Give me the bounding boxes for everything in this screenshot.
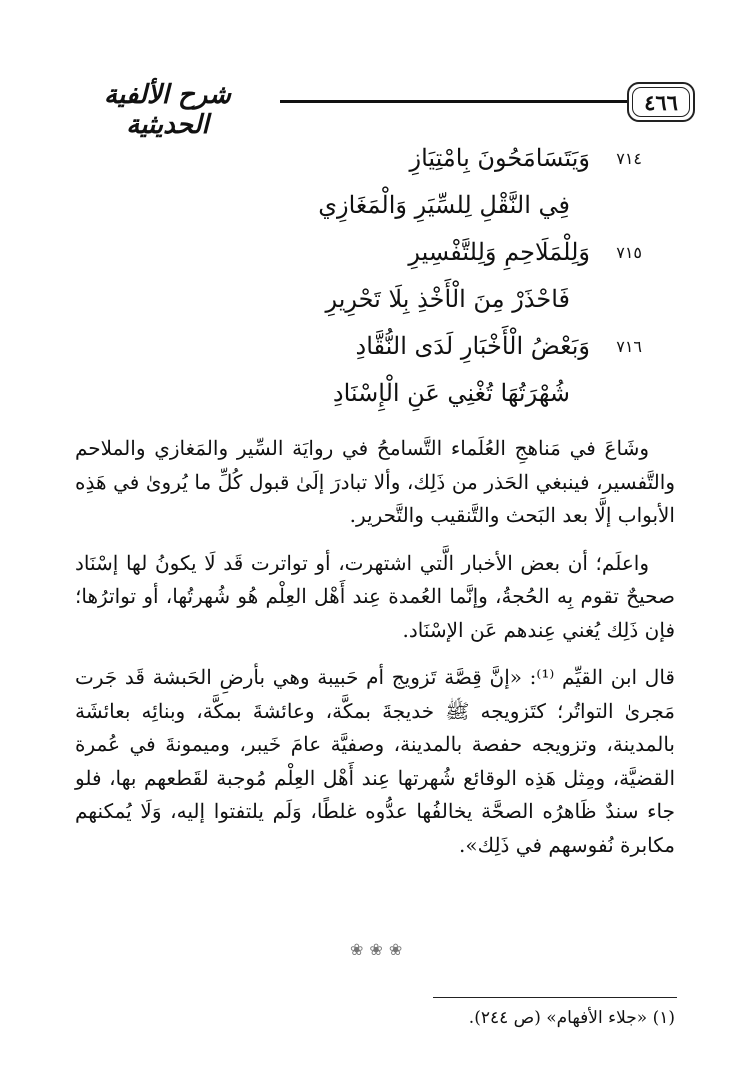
paragraph: قال ابن القيِّم ⁽¹⁾: «إنَّ قِصَّة تَزويج أم حَبيبة وهي بأرضِ الحَبشة قَد جَرت مَجرىٰ التواتُر؛ كتَزويجه ﷺ خديجةَ بمكَّة، وعائشةَ بمكَّة، وبنائِه بعائشَة بالمدينة، وتزويجه حفصة بالمدينة، وصفيَّة عامَ خَيبر، وميمونةَ في عُمرة القضيَّة، ومِثل هَذِه الوقائع شُهرتها عِند أَهْل العِلْم مُوجبة لقَطعهم بها، فلو جاء سندٌ ظَاهرُه الصحَّة يخالفُها عدُّوه غلطًا، وَلَم يلتفتوا إليه، وَلَا يُمكنهم مكابرة نُفوسهم في ذَلِك». bbox=[75, 665, 675, 857]
page-header bbox=[60, 78, 695, 140]
paragraph: واعلَم؛ أن بعض الأخبار الَّتي اشتهرت، أو تواترت قَد لَا يكونُ لها إسْنَاد صحيحٌ تقوم بِه الحُجةُ، وإنَّما العُمدة عِند أَهْل العِلْم هُو شُهرتُها، أو تواترُها؛ فإن ذَلِك يُغني عِندهم عَن الإسْنَاد. bbox=[75, 550, 675, 642]
verse-number: ٧١٤ bbox=[616, 149, 642, 168]
verse-714-second-hemistich: فِي النَّقْلِ لِلسِّيَرِ وَالْمَغَازِي bbox=[318, 191, 570, 219]
commentary-text bbox=[75, 432, 675, 876]
paragraph: وشَاعَ في مَناهجِ العُلَماء التَّسامحُ في روايَة السِّير والمَغازي والملاحم والتَّفسير، فينبغي الحَذر من ذَلِك، وألا تبادرَ إلَىٰ قبول كُلِّ ما يُروىٰ في هَذِه الأبواب إلَّا بعد البَحث والتَّنقيب والتَّحرير. bbox=[75, 436, 675, 527]
running-book-title: شرح الألفية الحديثية bbox=[104, 80, 231, 140]
page-number: ٤٦٦ bbox=[644, 89, 678, 115]
footnote: (١) «جلاء الأفهام» (ص ٢٤٤). bbox=[468, 1008, 675, 1028]
verse-715-second-hemistich: فَاحْذَرْ مِنَ الْأَخْذِ بِلَا تَحْرِيرِ bbox=[325, 285, 570, 313]
verse-715-first-hemistich: ٧١٥ وَلِلْمَلَاحِمِ وَلِلتَّفْسِيرِ bbox=[130, 229, 610, 276]
verse-number: ٧١٥ bbox=[616, 243, 642, 262]
verse-716-first-hemistich: ٧١٦ وَبَعْضُ الْأَخْبَارِ لَدَى النُّقَّادِ bbox=[130, 323, 610, 370]
page-number-box bbox=[627, 82, 695, 122]
verse-716-second-hemistich: شُهْرَتُهَا تُغْنِي عَنِ الْإِسْنَادِ bbox=[332, 379, 570, 407]
verse-block bbox=[130, 135, 642, 417]
verse-714-first-hemistich: ٧١٤ وَيَتَسَامَحُونَ بِامْتِيَازِ bbox=[130, 135, 610, 182]
header-rule bbox=[280, 100, 627, 103]
verse-number: ٧١٦ bbox=[616, 337, 642, 356]
footnote-separator bbox=[433, 997, 677, 998]
section-ornament: ❀❀❀ bbox=[350, 940, 409, 959]
